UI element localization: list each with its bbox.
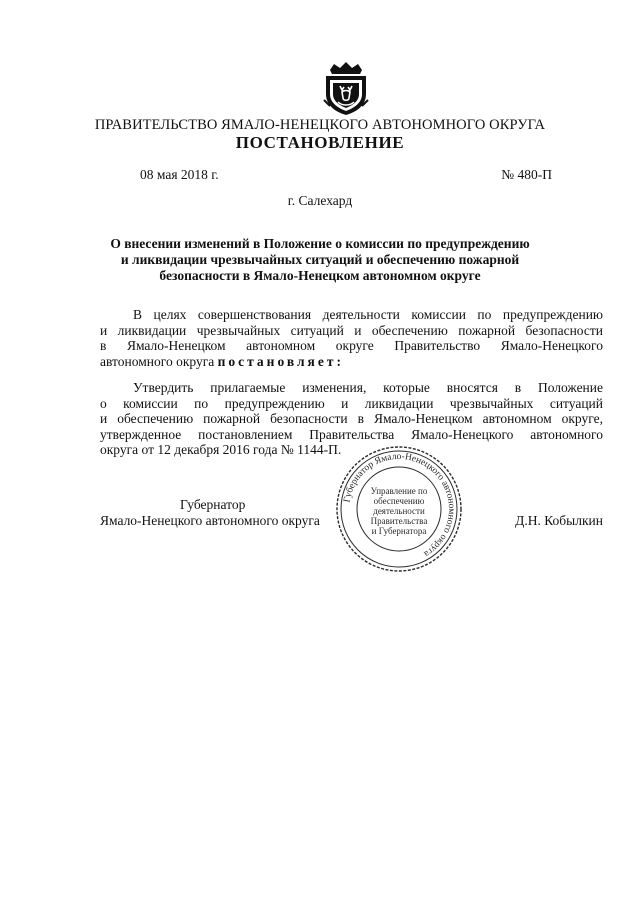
document-type-title: ПОСТАНОВЛЕНИЕ (235, 133, 405, 152)
paragraph-line: Утвердить прилагаемые изменения, которые вносятся в Положение (133, 380, 603, 395)
subject-line: безопасности в Ямало-Ненецком автономном округе (159, 268, 481, 283)
paragraph-line: в Ямало-Ненецком автономном округе Правительство Ямало-Ненецкого (100, 338, 603, 353)
svg-text:Правительства: Правительства (370, 516, 428, 526)
official-stamp (334, 444, 464, 574)
signer-organization: Ямало-Ненецкого автономного округа (100, 513, 320, 528)
signer-position: Губернатор (180, 497, 246, 512)
paragraph-line: о комиссии по предупреждению и ликвидации чрезвычайных ситуаций (100, 395, 603, 411)
resolve-keyword: постановляет: (217, 353, 344, 369)
document-number: № 480-П (501, 167, 552, 182)
paragraph-line: и ликвидации чрезвычайных ситуаций и обеспечению пожарной безопасности (100, 322, 603, 338)
signer-name: Д.Н. Кобылкин (515, 513, 603, 528)
document-subject (60, 236, 580, 284)
paragraph-line: утвержденное постановлением Правительства Ямало-Ненецкого автономного (100, 426, 603, 442)
svg-text:обеспечению: обеспечению (373, 496, 425, 506)
paragraph-text: автономного округа (100, 353, 215, 369)
svg-text:и Губернатора: и Губернатора (371, 526, 427, 536)
government-title: ПРАВИТЕЛЬСТВО ЯМАЛО-НЕНЕЦКОГО АВТОНОМНОГО ОКРУГА (94, 117, 546, 133)
subject-line: и ликвидации чрезвычайных ситуаций и обеспечению пожарной (120, 252, 520, 267)
svg-text:Губернатор Ямало-Ненецкого авт: Губернатор Ямало-Ненецкого автономного округа (342, 451, 457, 559)
paragraph-line-last (100, 354, 603, 370)
svg-text:деятельности: деятельности (373, 506, 425, 516)
document-city: г. Салехард (287, 193, 353, 208)
yanao-coat-of-arms-icon (322, 60, 370, 116)
paragraph-line: округа от 12 декабря 2016 года № 1144-П. (100, 442, 342, 457)
document-date: 08 мая 2018 г. (140, 167, 219, 182)
subject-line: О внесении изменений в Положение о комиссии по предупреждению (110, 236, 530, 251)
paragraph-line: В целях совершенствования деятельности комиссии по предупреждению (133, 307, 603, 322)
paragraph-preamble (100, 307, 603, 369)
paragraph-line: и обеспечению пожарной безопасности в Ямало-Ненецком автономном округе, (100, 411, 603, 426)
svg-text:Управление по: Управление по (370, 486, 428, 496)
